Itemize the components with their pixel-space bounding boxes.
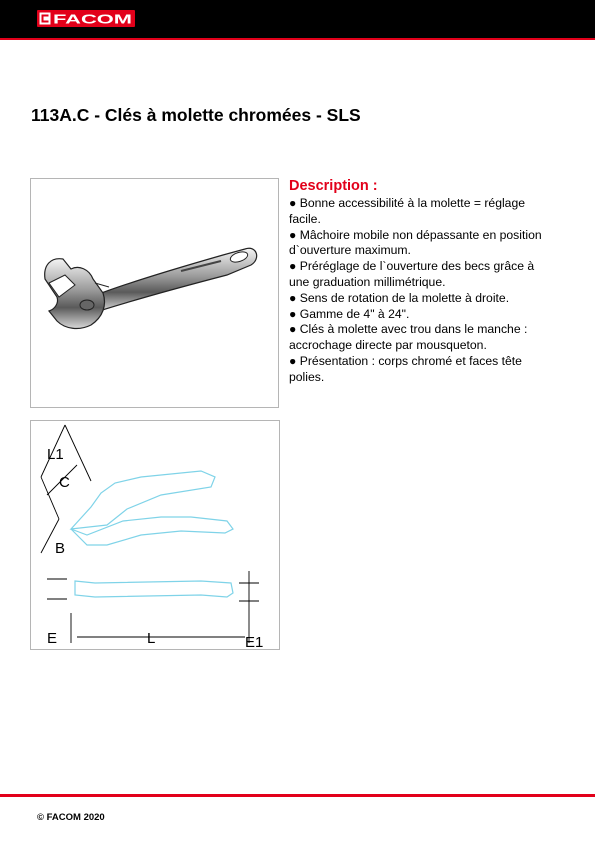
description-section [289,178,549,386]
copyright-text: © FACOM 2020 [37,812,105,823]
footer-red-line [0,794,595,797]
diagram-label-e: E [47,630,58,647]
page-title: 113A.C - Clés à molette chromées - SLS [31,105,361,125]
description-item: ● Mâchoire mobile non dépassante en position d`ouverture maximum. [289,227,542,258]
diagram-label-l: L [147,630,156,647]
diagram-label-l1: L1 [47,446,64,463]
header-red-line [0,38,595,40]
description-heading: Description : [289,178,378,194]
description-item: ● Présentation : corps chromé et faces tête polies. [289,353,522,384]
diagram-label-c: C [59,474,70,491]
product-photo [30,178,279,408]
diagram-label-b: B [55,540,66,557]
description-item: ● Sens de rotation de la molette à droite. [289,290,510,305]
description-item: ● Clés à molette avec trou dans le manche : accrochage directe par mousqueton. [289,322,528,353]
svg-text:FACOM: FACOM [53,11,132,27]
description-item: ● Bonne accessibilité à la molette = réglage facile. [289,196,526,226]
description-list [289,196,549,386]
dimension-diagram [30,420,280,650]
wrench-knurl [80,300,94,310]
description-item: ● Gamme de 4" à 24". [289,306,410,321]
description-item: ● Préréglage de l`ouverture des becs grâce à une graduation millimétrique. [289,259,535,289]
wrench-head [45,259,105,329]
facom-logo [37,10,135,27]
diagram-label-e1: E1 [245,634,264,649]
